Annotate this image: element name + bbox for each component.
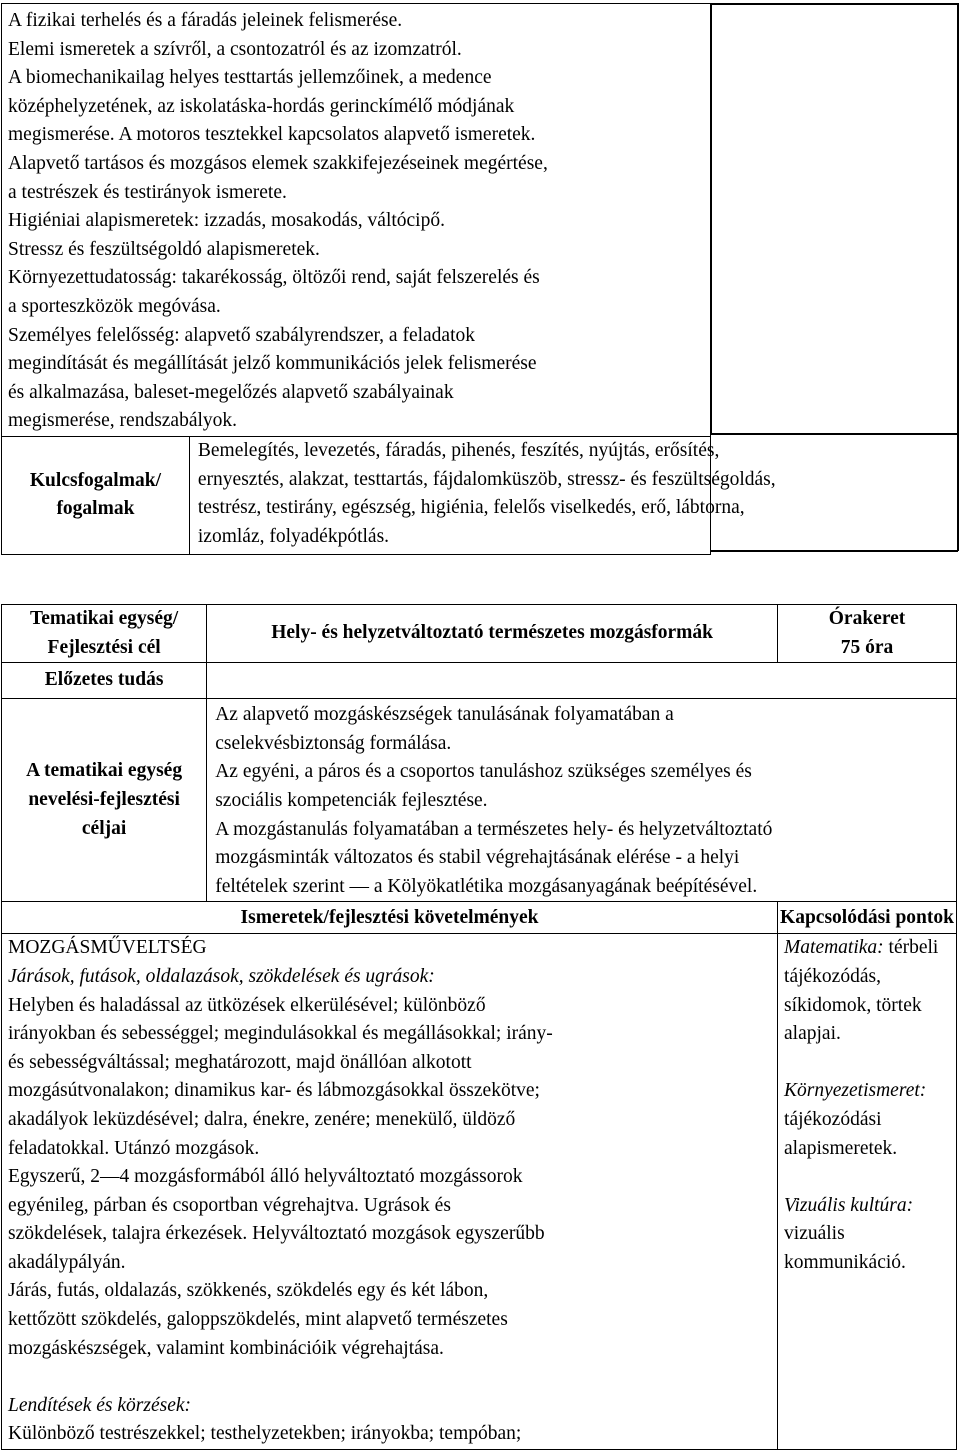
kulcsfogalmak-label-cell: [2, 436, 190, 554]
elozetes-value-cell: [207, 663, 957, 699]
body-line: akadálypályán.: [8, 1251, 126, 1273]
content-line: középhelyzetének, az iskolatáska-hordás gerinckímélő módjának: [8, 95, 515, 117]
content-line: és alkalmazása, baleset-megelőzés alapvető szabályainak: [8, 381, 454, 403]
content-line: Környezettudatosság: takarékosság, öltözői rend, saját felszerelés és: [8, 267, 540, 289]
celjai-label-1: A tematikai egység: [26, 760, 183, 782]
kulcsfogalmak-line: testrész, testirány, egészség, higiénia, felelős viselkedés, erő, lábtorna,: [197, 497, 745, 519]
orakeret-label: Órakeret: [828, 608, 906, 629]
content-line: Személyes felelősség: alapvető szabályrendszer, a feladatok: [8, 324, 476, 346]
content-line: megismerése, rendszabályok.: [8, 410, 238, 432]
content-line: megindítását és megállítását jelző kommunikációs jelek felismerése: [8, 353, 537, 375]
ismeretek-body-cell: [2, 934, 778, 1450]
connection-first-line-rest: térbeli: [883, 937, 939, 959]
jarasok-body: [8, 992, 777, 1364]
connection-item: [784, 934, 956, 1048]
connection-line: alapjai.: [784, 1023, 841, 1045]
content-line: Alapvető tartásos és mozgásos elemek szakkifejezéseinek megértése,: [8, 152, 548, 174]
body-line: szökdelések, talajra érkezések. Helyváltoztató mozgások egyszerűbb: [8, 1223, 545, 1245]
body-line: Helyben és haladással az ütközések elkerülésével; különböző: [8, 994, 486, 1016]
ismeretek-header: Ismeretek/fejlesztési követelmények: [240, 906, 539, 928]
body-line: mozgáskészségek, valamint kombinációik végrehajtása.: [8, 1337, 444, 1359]
connection-item: [784, 1192, 956, 1278]
celjai-line: szociális kompetenciák fejlesztése.: [215, 789, 488, 811]
connection-first-line: [784, 934, 956, 963]
connection-first-line: [784, 1077, 956, 1106]
orakeret-cell: [778, 605, 957, 663]
tematikai-label: Tematikai egység/: [29, 608, 179, 629]
connection-line: alapismeretek.: [784, 1137, 898, 1159]
celjai-value-cell: [207, 699, 957, 902]
body-line: irányokban és sebességgel; megindulásokkal és megállásokkal; irány-: [8, 1023, 553, 1045]
content-cell: [2, 4, 711, 437]
mozgasmuveltseg-heading: MOZGÁSMŰVELTSÉG: [8, 937, 207, 959]
body-line: mozgásútvonalakon; dinamikus kar- és lábmozgásokkal összekötve;: [8, 1080, 540, 1102]
lenditesek-heading: Lendítések és körzések:: [8, 1394, 192, 1416]
kulcsfogalmak-label: Kulcsfogalmak/: [29, 469, 161, 491]
top-table-top-border-ext: [710, 3, 958, 5]
fejlesztesi-cel-label: Fejlesztési cél: [47, 636, 161, 658]
connection-item: [784, 1077, 956, 1163]
ismeretek-header-cell: [2, 902, 778, 934]
connection-line: síkidomok, törtek: [784, 994, 922, 1016]
body-line: kettőzött szökdelés, galoppszökdelés, mint alapvető természetes: [8, 1309, 508, 1331]
content-line: a sporteszközök megóvása.: [8, 295, 221, 317]
celjai-label-3: céljai: [81, 817, 127, 839]
celjai-label-2: nevelési-fejlesztési: [28, 788, 180, 810]
elozetes-label: Előzetes tudás: [44, 669, 164, 691]
celjai-line: A mozgástanulás folyamatában a természetes hely- és helyzetváltoztató: [215, 818, 773, 840]
kulcsfogalmak-line: ernyesztés, alakzat, testtartás, fájdalomküszöb, stressz- és feszültségoldás,: [197, 468, 776, 490]
jarasok-heading: Járások, futások, oldalazások, szökdelések és ugrások:: [8, 965, 435, 987]
body-line: akadályok leküzdésével; dalra, énekre, zenére; menekülő, üldöző: [8, 1108, 516, 1130]
connection-subject: Vizuális kultúra:: [784, 1194, 914, 1216]
orakeret-value: 75 óra: [840, 636, 894, 658]
content-line: Elemi ismeretek a szívről, a csontozatról és az izomzatról.: [8, 38, 462, 60]
content-line: a testrészek és testirányok ismerete.: [8, 181, 287, 203]
tematikai-label-cell: [2, 605, 207, 663]
kulcsfogalmak-line: izomláz, folyadékpótlás.: [197, 525, 390, 547]
connection-subject: Matematika:: [784, 937, 884, 959]
celjai-value: [215, 701, 956, 901]
lenditesek-body: [8, 1420, 777, 1449]
content-line: Stressz és feszültségoldó alapismeretek.: [8, 238, 320, 260]
connection-line: tájékozódási: [784, 1108, 882, 1130]
celjai-label-cell: [2, 699, 207, 902]
top-table: [1, 3, 776, 555]
celjai-line: Az alapvető mozgáskészségek tanulásának folyamatában a: [215, 704, 674, 726]
content-line: A biomechanikailag helyes testtartás jellemzőinek, a medence: [8, 67, 492, 89]
body-line: Egyszerű, 2―4 mozgásformából álló helyváltoztató mozgássorok: [8, 1166, 523, 1188]
kulcsfogalmak-line: Bemelegítés, levezetés, fáradás, pihenés, feszítés, nyújtás, erősítés,: [197, 439, 720, 461]
top-table-bottom-border-ext: [710, 550, 958, 552]
body-line: Különböző testrészekkel; testhelyzetekben; irányokba; tempóban;: [8, 1423, 522, 1445]
kapcsolodasi-header: Kapcsolódási pontok: [780, 906, 954, 928]
content-line: megismerése. A motoros tesztekkel kapcsolatos alapvető ismeretek.: [8, 124, 536, 146]
connection-first-line: [784, 1192, 956, 1221]
celjai-line: mozgásminták változatos és stabil végrehajtásának elérése - a helyi: [215, 847, 740, 869]
unit-title-cell: [207, 605, 778, 663]
top-table-right-border: [710, 3, 712, 433]
body-line: egyénileg, párban és csoportban végrehajtva. Ugrások és: [8, 1194, 451, 1216]
top-table-right-border-lower: [957, 3, 959, 551]
top-table-mid-border-ext: [710, 433, 958, 435]
body-line: Járás, futás, oldalazás, szökkenés, szökdelés egy és két lábon,: [8, 1280, 489, 1302]
body-line: és sebességváltással; meghatározott, majd önállóan alkotott: [8, 1051, 472, 1073]
celjai-line: feltételek szerint ― a Kölyökatlétika mozgásanyagának beépítésével.: [215, 875, 758, 897]
connection-line: vizuális: [784, 1223, 845, 1245]
connection-subject: Környezetismeret:: [784, 1080, 927, 1102]
content-line: A fizikai terhelés és a fáradás jeleinek felismerése.: [8, 10, 403, 31]
content-lines: [8, 7, 710, 436]
unit-title: Hely- és helyzetváltoztató természetes mozgásformák: [271, 622, 714, 644]
content-line: Higiéniai alapismeretek: izzadás, mosakodás, váltócipő.: [8, 210, 445, 232]
connection-line: tájékozódás,: [784, 965, 881, 987]
connections-list: [784, 934, 956, 1277]
body-line: feladatokkal. Utánzó mozgások.: [8, 1137, 260, 1159]
elozetes-label-cell: [2, 663, 207, 699]
connection-line: kommunikáció.: [784, 1251, 906, 1273]
kapcsolodasi-header-cell: [778, 902, 957, 934]
blank-line: [8, 1363, 777, 1392]
kapcsolodasi-body-cell: [778, 934, 957, 1450]
celjai-line: Az egyéni, a páros és a csoportos tanuláshoz szükséges személyes és: [215, 761, 752, 783]
fogalmak-label: fogalmak: [56, 498, 135, 520]
unit-table: [1, 604, 957, 1450]
kulcsfogalmak-value: [198, 437, 958, 551]
celjai-line: cselekvésbiztonság formálása.: [215, 732, 452, 754]
kulcsfogalmak-value-cell: [189, 436, 776, 554]
